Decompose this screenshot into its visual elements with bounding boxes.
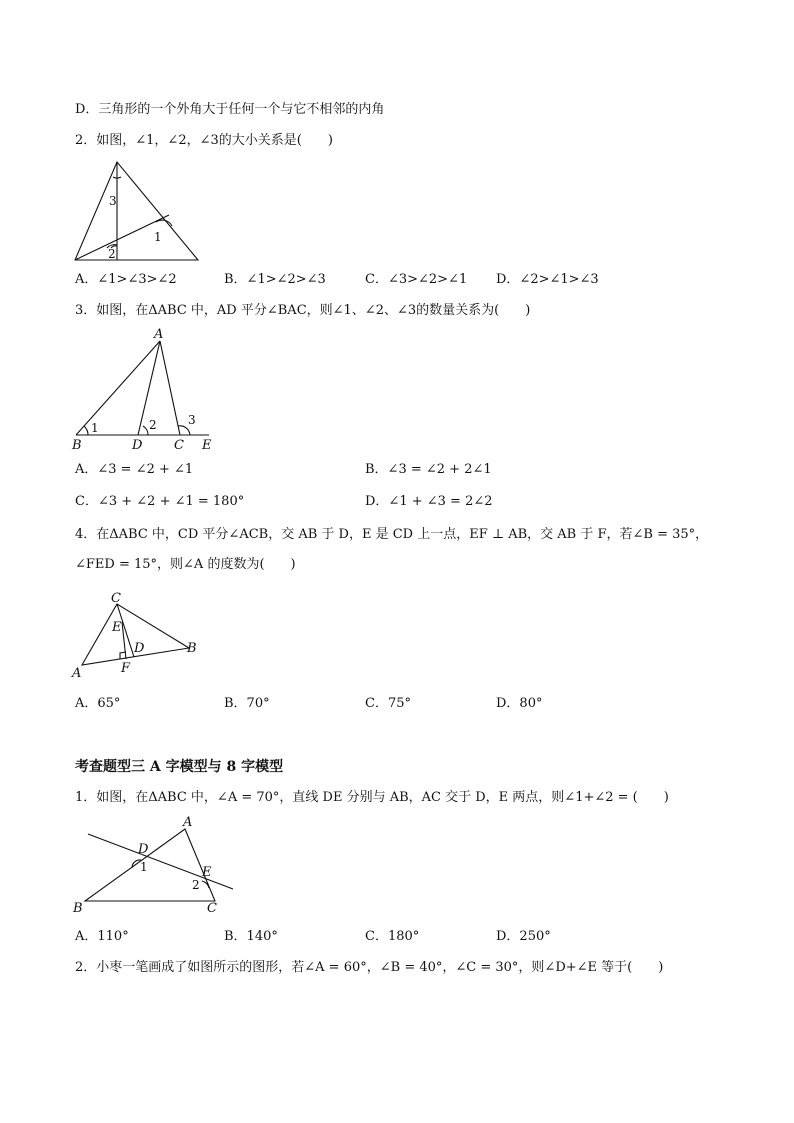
q4-option-c[interactable]: C．75° bbox=[365, 696, 411, 711]
q4-point-f-label: F bbox=[121, 661, 131, 676]
q4-point-c-label: C bbox=[111, 591, 121, 606]
q2-option-b[interactable]: B．∠1>∠2>∠3 bbox=[224, 272, 326, 287]
q2-option-c[interactable]: C．∠3>∠2>∠1 bbox=[365, 272, 468, 287]
s1-option-b[interactable]: B．140° bbox=[224, 929, 278, 944]
section-question-2-stem: 2．小枣一笔画成了如图所示的图形，若∠A = 60°，∠B = 40°，∠C = 30°，则∠D+∠E 等于( ) bbox=[75, 960, 664, 975]
q4-option-b[interactable]: B．70° bbox=[224, 696, 270, 711]
question-3-stem: 3．如图，在ΔABC 中，AD 平分∠BAC，则∠1、∠2、∠3的数量关系为( ) bbox=[75, 303, 531, 318]
q3-option-d[interactable]: D．∠1 + ∠3 = 2∠2 bbox=[365, 494, 493, 509]
q4-point-e-label: E bbox=[112, 620, 122, 635]
q3-point-b-label: B bbox=[72, 438, 82, 453]
question-2-stem: 2．如图，∠1，∠2，∠3的大小关系是( ) bbox=[75, 133, 333, 148]
s1-point-a-label: A bbox=[183, 815, 193, 830]
s1-point-c-label: C bbox=[207, 901, 217, 916]
s1-angle-1-label: 1 bbox=[140, 860, 148, 874]
question-4-stem-line2: ∠FED = 15°，则∠A 的度数为( ) bbox=[75, 557, 296, 572]
s1-option-d[interactable]: D．250° bbox=[496, 929, 551, 944]
q4-point-b-label: B bbox=[187, 641, 197, 656]
q2-angle-3-label: 3 bbox=[109, 194, 117, 208]
s1-angle-2-label: 2 bbox=[192, 878, 200, 892]
s1-point-d-label: D bbox=[138, 842, 149, 857]
q2-option-a[interactable]: A．∠1>∠3>∠2 bbox=[75, 272, 177, 287]
q4-point-a-label: A bbox=[72, 666, 82, 681]
section-question-1-stem: 1．如图，在ΔABC 中，∠A = 70°，直线 DE 分别与 AB，AC 交于 D，E 两点，则∠1+∠2 = ( ) bbox=[75, 790, 669, 805]
figure-q4-triangle bbox=[68, 588, 208, 683]
q3-angle-2-label: 2 bbox=[149, 418, 157, 432]
q4-point-d-label: D bbox=[134, 641, 145, 656]
q4-option-d[interactable]: D．80° bbox=[496, 696, 543, 711]
figure-q3-triangle bbox=[70, 325, 220, 455]
section-heading: 考查题型三 A 字模型与 8 字模型 bbox=[75, 759, 284, 775]
s1-point-b-label: B bbox=[73, 901, 83, 916]
q3-angle-3-label: 3 bbox=[188, 413, 196, 427]
q2-angle-2-label: 2 bbox=[108, 247, 116, 261]
figure-q2-triangle bbox=[70, 160, 210, 265]
q3-point-d-label: D bbox=[132, 438, 143, 453]
q3-point-a-label: A bbox=[154, 327, 164, 342]
s1-option-a[interactable]: A．110° bbox=[75, 929, 129, 944]
q3-point-c-label: C bbox=[174, 438, 184, 453]
figure-s1-triangle bbox=[68, 815, 243, 920]
q2-option-d[interactable]: D．∠2>∠1>∠3 bbox=[496, 272, 599, 287]
option-d-previous: D．三角形的一个外角大于任何一个与它不相邻的内角 bbox=[75, 102, 385, 117]
s1-option-c[interactable]: C．180° bbox=[365, 929, 420, 944]
question-4-stem-line1: 4．在ΔABC 中，CD 平分∠ACB，交 AB 于 D，E 是 CD 上一点，EF ⊥ AB，交 AB 于 F，若∠B = 35°， bbox=[75, 527, 709, 542]
q3-point-e-label: E bbox=[202, 438, 212, 453]
q3-option-c[interactable]: C．∠3 + ∠2 + ∠1 = 180° bbox=[75, 494, 245, 509]
s1-point-e-label: E bbox=[202, 865, 212, 880]
q3-angle-1-label: 1 bbox=[91, 421, 99, 435]
q3-option-b[interactable]: B．∠3 = ∠2 + 2∠1 bbox=[365, 462, 492, 477]
q4-option-a[interactable]: A．65° bbox=[75, 696, 121, 711]
q2-angle-1-label: 1 bbox=[154, 230, 162, 244]
q3-option-a[interactable]: A．∠3 = ∠2 + ∠1 bbox=[75, 462, 194, 477]
